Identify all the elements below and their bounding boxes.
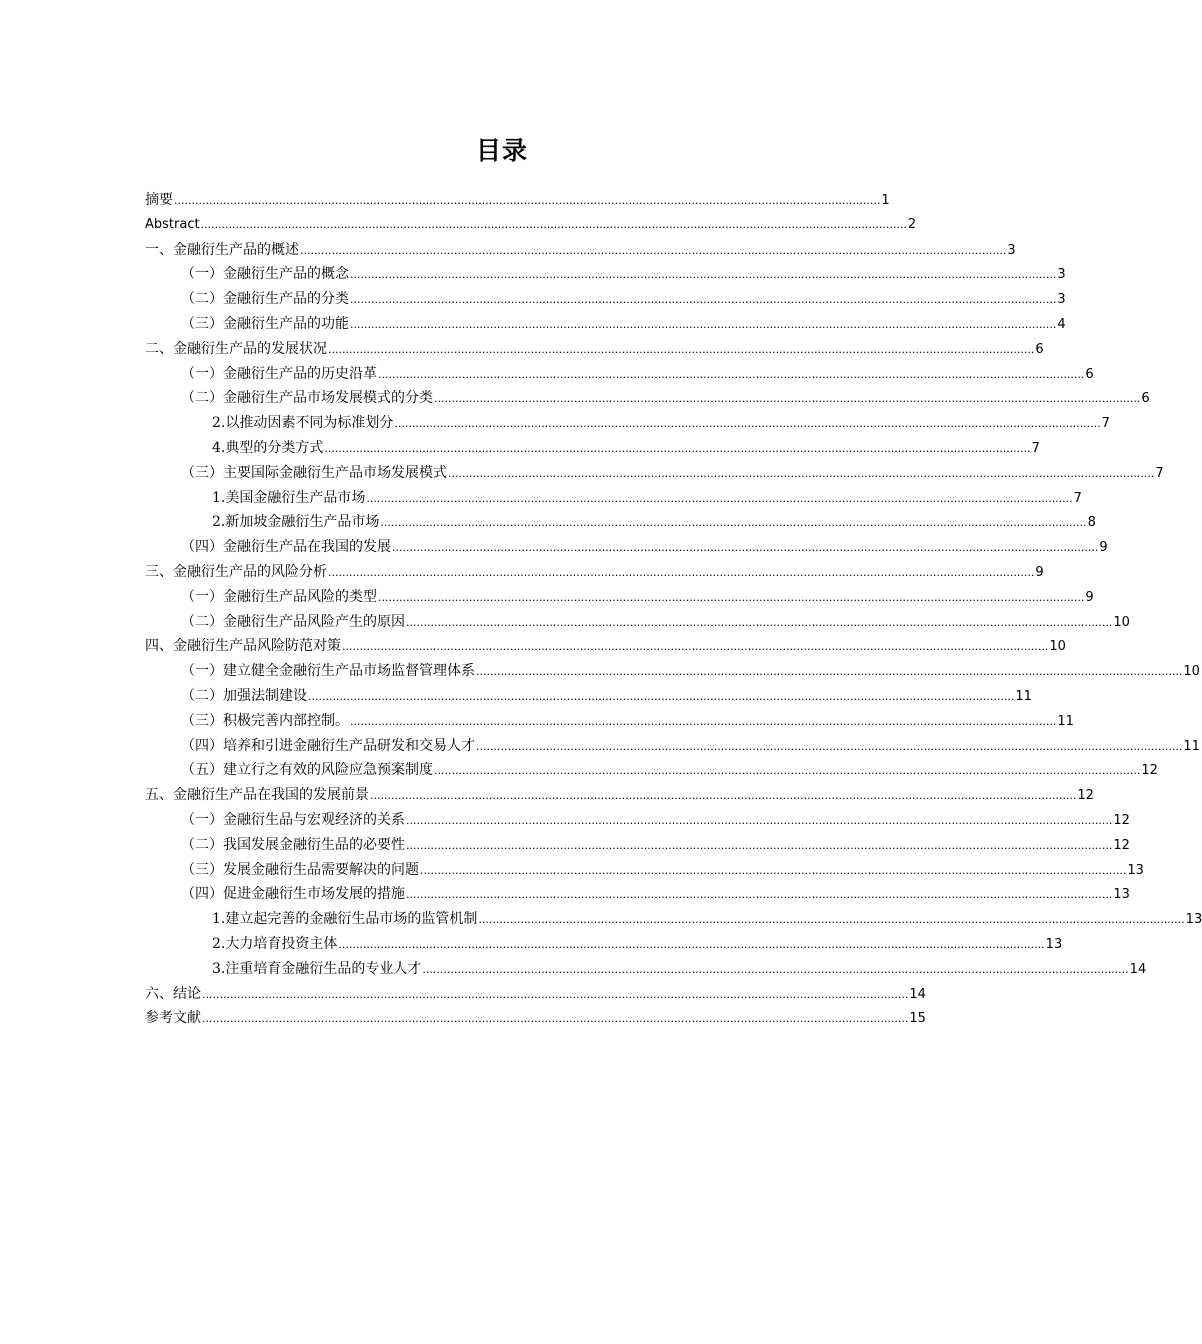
toc-entry[interactable] <box>145 213 917 238</box>
toc-page-number: 4 <box>1057 316 1066 332</box>
toc-entry[interactable] <box>145 858 1144 883</box>
toc-dot-leader: .......................................................................................................................................................................................................... <box>406 888 1113 902</box>
toc-page-number: 10 <box>1049 639 1066 655</box>
toc-dot-leader: .......................................................................................................................................................................................................... <box>342 640 1049 654</box>
toc-list <box>145 188 1202 1031</box>
toc-entry[interactable] <box>145 684 1032 709</box>
toc-entry-text: 2.以推动因素不同为标准划分 <box>212 415 394 432</box>
toc-entry-text: （二）我国发展金融衍生品的必要性 <box>181 836 405 853</box>
toc-entry[interactable] <box>145 486 1082 511</box>
toc-entry-text: （四）促进金融衍生市场发展的措施 <box>181 886 405 903</box>
toc-entry[interactable] <box>145 734 1200 759</box>
toc-page-number: 9 <box>1035 564 1044 580</box>
toc-entry[interactable] <box>145 510 1096 535</box>
toc-page-number: 1 <box>881 193 890 208</box>
toc-entry-text: （四）金融衍生产品在我国的发展 <box>181 539 391 556</box>
toc-dot-leader: .......................................................................................................................................................................................................... <box>200 217 907 231</box>
toc-page-number: 2 <box>907 216 917 232</box>
toc-entry[interactable] <box>145 1006 926 1031</box>
toc-entry-text: 参考文献 <box>145 1010 201 1027</box>
toc-page-number: 10 <box>1113 614 1130 630</box>
toc-dot-leader: .......................................................................................................................................................................................................... <box>478 913 1185 927</box>
toc-entry-text: （二）金融衍生产品市场发展模式的分类 <box>181 390 433 407</box>
toc-page-number: 12 <box>1113 837 1130 853</box>
toc-dot-leader: .......................................................................................................................................................................................................... <box>422 962 1129 976</box>
toc-entry[interactable] <box>145 758 1158 783</box>
toc-dot-leader: .......................................................................................................................................................................................................... <box>350 714 1057 728</box>
toc-dot-leader: .......................................................................................................................................................................................................... <box>378 590 1085 604</box>
toc-entry[interactable] <box>145 783 1094 808</box>
toc-page-number: 12 <box>1113 812 1130 828</box>
toc-entry-text: 2.新加坡金融衍生产品市场 <box>212 514 380 531</box>
toc-entry-text: 一、金融衍生产品的概述 <box>145 241 299 258</box>
toc-entry[interactable] <box>145 957 1147 982</box>
toc-entry-text: （二）加强法制建设 <box>181 687 307 704</box>
toc-page-number: 14 <box>909 986 926 1002</box>
toc-page-number: 13 <box>1045 936 1063 952</box>
toc-page-number: 8 <box>1087 515 1096 531</box>
toc-entry[interactable] <box>145 411 1110 436</box>
toc-page-number: 7 <box>1155 465 1164 481</box>
toc-page-number: 13 <box>1113 887 1130 903</box>
toc-title: 目录 <box>475 136 528 165</box>
toc-dot-leader: .......................................................................................................................................................................................................... <box>380 516 1087 530</box>
toc-page-number: 7 <box>1073 490 1082 506</box>
toc-entry-text: （三）金融衍生产品的功能 <box>181 315 349 332</box>
toc-dot-leader: .......................................................................................................................................................................................................... <box>202 987 909 1001</box>
toc-dot-leader: .......................................................................................................................................................................................................... <box>392 541 1099 555</box>
toc-entry-text: （一）金融衍生产品风险的类型 <box>181 588 377 605</box>
toc-page-number: 7 <box>1101 416 1110 432</box>
toc-page-number: 6 <box>1085 366 1094 382</box>
toc-page-number: 9 <box>1085 589 1094 605</box>
toc-dot-leader: .......................................................................................................................................................................................................... <box>366 491 1073 505</box>
toc-entry-text: 四、金融衍生产品风险防范对策 <box>145 638 341 655</box>
toc-entry-text: （一）金融衍生产品的历史沿革 <box>181 365 377 382</box>
toc-entry[interactable] <box>145 907 1202 932</box>
toc-entry[interactable] <box>145 337 1044 362</box>
toc-entry-text: （一）建立健全金融衍生产品市场监督管理体系 <box>181 663 475 680</box>
toc-dot-leader: .......................................................................................................................................................................................................... <box>406 813 1113 827</box>
toc-dot-leader: .......................................................................................................................................................................................................... <box>350 268 1057 282</box>
toc-dot-leader: .......................................................................................................................................................................................................... <box>434 392 1141 406</box>
toc-entry[interactable] <box>145 386 1150 411</box>
toc-page-number: 6 <box>1141 391 1150 407</box>
toc-entry[interactable] <box>145 882 1130 907</box>
toc-dot-leader: .......................................................................................................................................................................................................... <box>420 863 1127 877</box>
toc-entry-text: （二）金融衍生产品风险产生的原因 <box>181 613 405 630</box>
toc-page-number: 3 <box>1007 242 1016 258</box>
toc-dot-leader: .......................................................................................................................................................................................................... <box>328 565 1035 579</box>
toc-page-number: 7 <box>1031 440 1040 456</box>
toc-entry[interactable] <box>145 436 1040 461</box>
toc-entry-text: 二、金融衍生产品的发展状况 <box>145 340 327 357</box>
toc-entry[interactable] <box>145 312 1066 337</box>
toc-dot-leader: .......................................................................................................................................................................................................... <box>476 665 1183 679</box>
toc-dot-leader: .......................................................................................................................................................................................................... <box>338 937 1045 951</box>
toc-entry-text: Abstract <box>145 216 200 232</box>
toc-page-number: 12 <box>1141 763 1158 779</box>
toc-dot-leader: .......................................................................................................................................................................................................... <box>350 293 1057 307</box>
toc-entry-text: 五、金融衍生产品在我国的发展前景 <box>145 787 369 804</box>
toc-dot-leader: .......................................................................................................................................................................................................... <box>476 739 1183 753</box>
toc-page-number: 11 <box>1057 713 1074 729</box>
toc-entry-text: （四）培养和引进金融衍生产品研发和交易人才 <box>181 737 475 754</box>
toc-dot-leader: .......................................................................................................................................................................................................... <box>308 689 1015 703</box>
toc-dot-leader: .......................................................................................................................................................................................................... <box>324 441 1031 455</box>
toc-entry[interactable] <box>145 709 1074 734</box>
toc-entry-text: 3.注重培育金融衍生品的专业人才 <box>212 960 422 977</box>
toc-page-number: 3 <box>1057 292 1066 308</box>
toc-page-number: 12 <box>1077 788 1094 804</box>
toc-page-number: 13 <box>1185 912 1202 928</box>
toc-entry-text: 4.典型的分类方式 <box>212 439 324 456</box>
toc-page-number: 11 <box>1015 688 1032 704</box>
toc-dot-leader: .......................................................................................................................................................................................................... <box>448 466 1155 480</box>
toc-entry[interactable] <box>145 808 1130 833</box>
toc-entry-text: （二）金融衍生产品的分类 <box>181 291 349 308</box>
toc-page-number: 14 <box>1129 961 1147 977</box>
toc-dot-leader: .......................................................................................................................................................................................................... <box>202 1012 909 1026</box>
toc-entry-text: （三）发展金融衍生品需要解决的问题 <box>181 861 419 878</box>
toc-page-number: 6 <box>1035 341 1044 357</box>
toc-page-number: 11 <box>1183 738 1200 754</box>
toc-page-number: 10 <box>1183 664 1200 680</box>
toc-dot-leader: .......................................................................................................................................................................................................... <box>378 367 1085 381</box>
toc-entry[interactable] <box>145 287 1066 312</box>
toc-entry[interactable] <box>145 932 1063 957</box>
toc-entry-text: 摘要 <box>145 192 173 208</box>
toc-entry[interactable] <box>145 461 1164 486</box>
toc-entry-text: 三、金融衍生产品的风险分析 <box>145 563 327 580</box>
toc-entry-text: （一）金融衍生产品的概念 <box>181 266 349 283</box>
toc-dot-leader: .......................................................................................................................................................................................................... <box>406 838 1113 852</box>
toc-dot-leader: .......................................................................................................................................................................................................... <box>434 764 1141 778</box>
toc-entry[interactable] <box>145 982 926 1007</box>
toc-dot-leader: .......................................................................................................................................................................................................... <box>394 417 1101 431</box>
toc-dot-leader: .......................................................................................................................................................................................................... <box>328 342 1035 356</box>
toc-page-number: 13 <box>1127 862 1144 878</box>
toc-entry-text: 六、结论 <box>145 985 201 1002</box>
toc-entry[interactable] <box>145 585 1094 610</box>
toc-entry-text: （三）主要国际金融衍生产品市场发展模式 <box>181 464 447 481</box>
toc-dot-leader: .......................................................................................................................................................................................................... <box>300 243 1007 257</box>
toc-entry[interactable] <box>145 610 1130 635</box>
toc-entry[interactable] <box>145 560 1044 585</box>
toc-dot-leader: .......................................................................................................................................................................................................... <box>370 789 1077 803</box>
toc-entry[interactable] <box>145 238 1016 263</box>
toc-entry-text: （五）建立行之有效的风险应急预案制度 <box>181 762 433 779</box>
toc-entry[interactable] <box>145 634 1066 659</box>
toc-entry-text: 2.大力培育投资主体 <box>212 935 338 952</box>
toc-entry[interactable] <box>145 535 1108 560</box>
toc-entry[interactable] <box>145 262 1066 287</box>
toc-entry-text: 1.建立起完善的金融衍生品市场的监管机制 <box>212 911 478 928</box>
toc-entry[interactable] <box>145 362 1094 387</box>
toc-dot-leader: .......................................................................................................................................................................................................... <box>174 194 881 207</box>
toc-entry-text: （三）积极完善内部控制。 <box>181 712 349 729</box>
toc-entry[interactable] <box>145 833 1130 858</box>
toc-entry[interactable] <box>145 659 1200 684</box>
toc-entry[interactable] <box>145 188 890 213</box>
toc-entry-text: （一）金融衍生品与宏观经济的关系 <box>181 811 405 828</box>
toc-dot-leader: .......................................................................................................................................................................................................... <box>350 317 1057 331</box>
toc-entry-text: 1.美国金融衍生产品市场 <box>212 489 366 506</box>
toc-page-number: 9 <box>1099 540 1108 556</box>
toc-dot-leader: .......................................................................................................................................................................................................... <box>406 615 1113 629</box>
toc-page-number: 15 <box>909 1011 926 1027</box>
toc-page-number: 3 <box>1057 267 1066 283</box>
